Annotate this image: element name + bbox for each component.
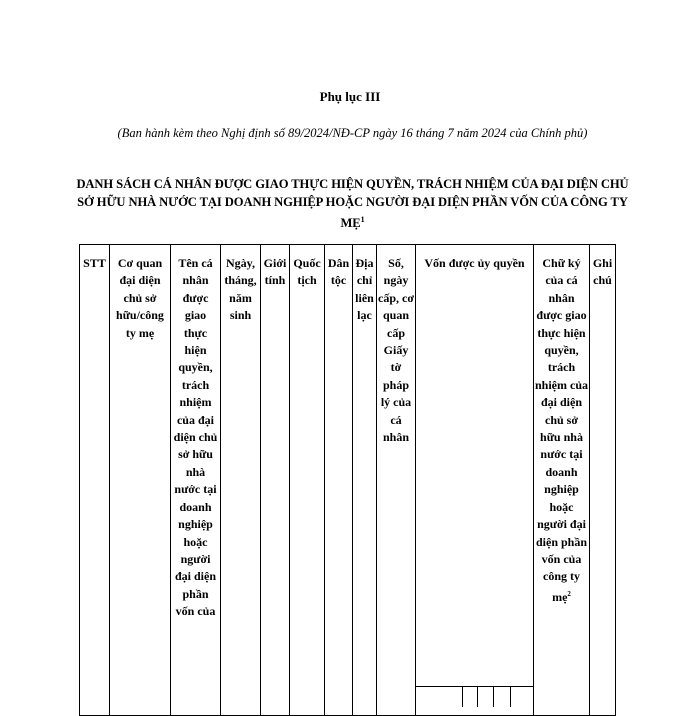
issued-with-decree: (Ban hành kèm theo Nghị định số 89/2024/NĐ-CP ngày 16 tháng 7 năm 2024 của Chính phủ) [117,126,588,140]
header-note: Ghi chú [590,245,616,716]
document-title [70,176,635,233]
header-gender: Giới tính [261,245,290,716]
header-person-name: Tên cá nhân được giao thực hiện quyền, trách nhiệm của đại diện chủ sở hữu nhà nước tại doanh nghiệp hoặc người đại diện phần vốn của [171,245,221,716]
appendix-label: Phụ lục III [319,89,381,104]
header-ethnicity: Dân tộc [325,245,353,716]
table-header-row [80,245,616,716]
cell-divider [493,687,494,707]
header-legal-document: Số, ngày cấp, cơ quan cấp Giấy tờ pháp lý của cá nhân [377,245,416,716]
document-title-text: DANH SÁCH CÁ NHÂN ĐƯỢC GIAO THỰC HIỆN QUYỀN, TRÁCH NHIỆM CỦA ĐẠI DIỆN CHỦ SỞ HỮU NHÀ NƯỚC TẠI DOANH NGHIỆP HOẶC NGƯỜI ĐẠI DIỆN PHẦN VỐN CỦA CÔNG TY MẸ [76,177,629,231]
header-signature [534,245,590,716]
header-stt: STT [80,245,110,716]
header-date-of-birth: Ngày, tháng, năm sinh [221,245,261,716]
signature-footnote-marker: 2 [567,589,571,598]
header-address: Địa chỉ liên lạc [353,245,377,716]
cell-divider [462,687,463,707]
header-signature-text: Chữ ký của cá nhân được giao thực hiện quyền, trách nhiệm của đại diện chủ sở hữu nhà nước tại doanh nghiệp hoặc người đại diện phần vốn của công ty mẹ [535,256,589,604]
capital-subheader-row [415,686,533,707]
title-footnote-marker: 1 [360,215,365,224]
header-authorized-capital: Vốn được ủy quyền [416,245,534,716]
personnel-table [79,244,616,716]
header-owner-agency: Cơ quan đại diện chủ sở hữu/công ty mẹ [110,245,171,716]
cell-divider [477,687,478,707]
cell-divider [510,687,511,707]
header-nationality: Quốc tịch [290,245,325,716]
